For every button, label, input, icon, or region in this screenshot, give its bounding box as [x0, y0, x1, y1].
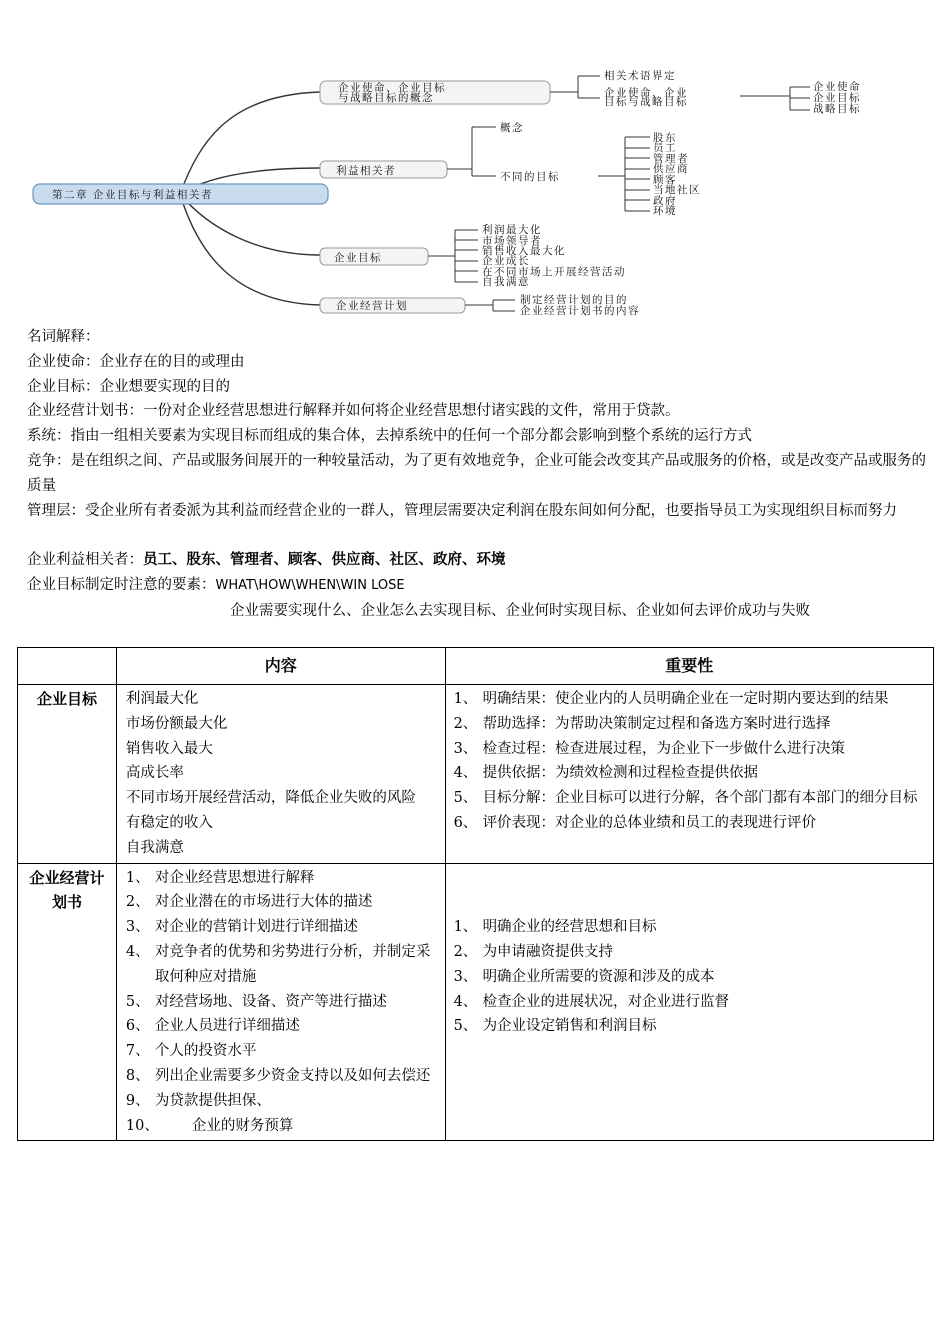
list-item — [454, 786, 927, 811]
list-item — [454, 811, 927, 836]
mindmap-leaf-label: 企业目标 — [813, 92, 861, 104]
mindmap-bracket — [428, 230, 478, 282]
table-header-cell — [18, 648, 117, 685]
list-number: 6、 — [125, 1018, 150, 1035]
summary-table — [17, 647, 934, 1141]
mindmap-child-label: 市场领导者 — [482, 235, 542, 247]
list-text: 对企业潜在的市场进行大体的描述 — [154, 894, 373, 911]
table-row — [18, 685, 934, 864]
definition-goal: 企业目标：企业想要实现的目的 — [27, 378, 230, 395]
list-number: 9、 — [125, 1092, 150, 1109]
definition-system: 系统：指由一组相关要素为实现目标而组成的集合体，去掉系统中的任何一个部分都会影响到整个系统的运行方式 — [27, 428, 752, 445]
list-number: 4、 — [453, 993, 478, 1010]
list-item — [454, 990, 927, 1015]
mindmap-child-label: 制定经营计划的目的 — [520, 294, 628, 306]
list-item: 销售收入最大 — [125, 740, 213, 757]
mindmap-branch-label: 企业使命、企业目标 — [338, 82, 446, 94]
row-title-text: 企业经营计划书 — [29, 868, 105, 912]
mindmap-connector — [180, 194, 320, 305]
list-text: 对企业经营思想进行解释 — [154, 869, 315, 886]
mindmap-child-label: 相关术语界定 — [604, 70, 676, 82]
row-title: 企业目标 — [18, 685, 117, 864]
list-text: 对竞争者的优势和劣势进行分析，并制定采取何种应对措施 — [154, 943, 431, 985]
list-item — [454, 965, 927, 990]
mindmap-child-label: 目标与战略目标 — [604, 96, 688, 108]
definitions-section — [27, 325, 927, 624]
list-number: 5、 — [453, 790, 478, 807]
list-item: 自我满意 — [125, 839, 184, 856]
table-header-row — [18, 648, 934, 685]
list-item: 利润最大化 — [125, 691, 199, 707]
goal-elements-line — [27, 573, 927, 599]
mindmap-leaf-label: 战略目标 — [813, 103, 861, 115]
list-item — [126, 1064, 439, 1089]
mindmap-child-label: 概念 — [500, 122, 524, 134]
mindmap-child-label: 自我满意 — [482, 276, 530, 288]
definition-competition: 竞争：是在组织之间、产品或服务间展开的一种较量活动，为了更有效地竞争，企业可能会改变其产品或服务的价格，或是改变产品或服务的质量 — [27, 452, 926, 494]
list-number: 2、 — [453, 715, 478, 732]
mindmap-bracket — [598, 137, 650, 211]
list-text: 列出企业需要多少资金支持以及如何去偿还 — [154, 1067, 431, 1084]
list-text: 明确企业的经营思想和目标 — [482, 919, 657, 936]
list-item — [126, 890, 439, 915]
table-row — [18, 863, 934, 1141]
stakeholders-list: 员工、股东、管理者、顾客、供应商、社区、政府、环境 — [143, 551, 506, 569]
list-item: 不同市场开展经营活动，降低企业失败的风险 — [125, 790, 416, 807]
list-item — [454, 761, 927, 786]
mindmap-branch-label: 与战略目标的概念 — [338, 92, 434, 104]
definition-mission: 企业使命：企业存在的目的或理由 — [27, 353, 245, 370]
mindmap-bracket — [740, 87, 810, 110]
definition-business-plan: 企业经营计划书：一份对企业经营思想进行解释并如何将企业经营思想付诸实践的文件，常用于贷款。 — [27, 403, 680, 420]
row-title — [18, 863, 117, 1141]
list-item — [126, 940, 439, 990]
importance-cell — [445, 863, 933, 1141]
stakeholders-label: 企业利益相关者： — [27, 552, 143, 569]
list-text: 对企业的营销计划进行详细描述 — [154, 919, 358, 936]
definition-management: 管理层：受企业所有者委派为其利益而经营企业的一群人，管理层需要决定利润在股东间如何分配，也要指导员工为实现组织目标而努力 — [27, 502, 897, 519]
list-item — [126, 1089, 439, 1114]
mindmap-leaf-label: 环境 — [653, 205, 677, 217]
list-text: 评价表现：对企业的总体业绩和员工的表现进行评价 — [482, 814, 817, 831]
goal-elements-label: 企业目标制定时注意的要素： — [27, 576, 216, 593]
mindmap-connector — [180, 92, 320, 194]
list-text: 企业人员进行详细描述 — [154, 1018, 300, 1035]
list-item: 有稳定的收入 — [125, 814, 213, 831]
mindmap-branch-label: 企业经营计划 — [336, 300, 408, 312]
list-text: 目标分解：企业目标可以进行分解，各个部门都有本部门的细分目标 — [482, 790, 918, 807]
mindmap-child-label: 企业使命、企业 — [604, 87, 688, 99]
list-number: 1、 — [453, 691, 478, 707]
list-number: 2、 — [125, 894, 150, 911]
mindmap-leaf-label: 管理者 — [653, 153, 689, 165]
mindmap-branch-label: 企业目标 — [334, 252, 382, 264]
content-cell — [116, 685, 445, 864]
mindmap-bracket — [550, 76, 600, 98]
goal-elements-value: WHAT\HOW\WHEN\WIN LOSE — [215, 577, 405, 593]
mindmap-branch-label: 利益相关者 — [336, 165, 396, 177]
mindmap-leaf-label: 顾客 — [653, 174, 677, 186]
list-text: 为申请融资提供支持 — [482, 943, 614, 960]
mindmap-child-label: 利润最大化 — [482, 224, 542, 236]
mindmap-leaf-label: 当地社区 — [653, 184, 701, 196]
mindmap-leaf-label: 股东 — [653, 132, 677, 144]
list-item — [454, 915, 927, 940]
stakeholders-line — [27, 548, 927, 573]
list-item — [126, 1039, 439, 1064]
mindmap-bracket — [447, 127, 496, 176]
list-number: 5、 — [453, 1018, 478, 1035]
mindmap-child-label: 企业经营计划书的内容 — [520, 305, 640, 317]
list-number: 4、 — [453, 765, 478, 782]
table-header-cell: 内容 — [116, 648, 445, 685]
mindmap-leaf-label: 政府 — [653, 195, 677, 207]
mindmap-child-label: 销售收入最大化 — [482, 245, 566, 257]
list-number: 8、 — [125, 1067, 150, 1084]
list-number: 3、 — [453, 968, 478, 985]
list-item — [454, 687, 927, 712]
list-text: 企业的财务预算 — [191, 1117, 294, 1134]
list-text: 检查过程：检查进展过程，为企业下一步做什么进行决策 — [482, 740, 846, 757]
list-number: 1、 — [453, 919, 478, 936]
table-header-cell: 重要性 — [445, 648, 933, 685]
mind-map — [0, 0, 950, 325]
mindmap-leaf-label: 供应商 — [653, 163, 689, 175]
list-text: 帮助选择：为帮助决策制定过程和备选方案时进行选择 — [482, 715, 831, 732]
list-text: 明确结果：使企业内的人员明确企业在一定时期内要达到的结果 — [482, 691, 889, 707]
mindmap-leaf-label: 企业使命 — [813, 81, 861, 93]
list-item: 高成长率 — [125, 765, 184, 782]
goal-elements-explain: 企业需要实现什么、企业怎么去实现目标、企业何时实现目标、企业如何去评价成功与失败 — [230, 602, 810, 619]
list-number: 3、 — [453, 740, 478, 757]
mindmap-root-label: 第二章 企业目标与利益相关者 — [52, 189, 213, 201]
list-number: 5、 — [125, 993, 150, 1010]
list-item — [126, 1014, 439, 1039]
list-number: 4、 — [125, 943, 150, 960]
list-item — [126, 1114, 439, 1139]
list-item — [454, 1014, 927, 1039]
list-number: 10、 — [125, 1117, 159, 1134]
mindmap-bracket — [465, 300, 515, 311]
list-item: 市场份额最大化 — [125, 715, 228, 732]
list-text: 检查企业的进展状况，对企业进行监督 — [482, 993, 730, 1010]
list-text: 为贷款提供担保、 — [154, 1092, 271, 1109]
list-text: 提供依据：为绩效检测和过程检查提供依据 — [482, 765, 759, 782]
list-number: 1、 — [125, 869, 150, 886]
list-item — [454, 737, 927, 762]
list-number: 3、 — [125, 919, 150, 936]
list-item — [454, 712, 927, 737]
list-number: 7、 — [125, 1043, 150, 1060]
list-text: 为企业设定销售和利润目标 — [482, 1018, 657, 1035]
list-item — [126, 915, 439, 940]
definitions-heading: 名词解释： — [27, 329, 100, 345]
list-text: 个人的投资水平 — [154, 1043, 257, 1060]
list-item — [454, 940, 927, 965]
mindmap-leaf-label: 员工 — [653, 142, 677, 154]
mindmap-child-label: 不同的目标 — [500, 171, 560, 183]
content-cell — [116, 863, 445, 1141]
list-item — [126, 990, 439, 1015]
list-item — [126, 866, 439, 891]
list-text: 对经营场地、设备、资产等进行描述 — [154, 993, 387, 1010]
importance-cell — [445, 685, 933, 864]
list-number: 2、 — [453, 943, 478, 960]
mindmap-child-label: 在不同市场上开展经营活动 — [482, 266, 626, 278]
mindmap-child-label: 企业成长 — [482, 255, 530, 267]
list-number: 6、 — [453, 814, 478, 831]
list-text: 明确企业所需要的资源和涉及的成本 — [482, 968, 715, 985]
